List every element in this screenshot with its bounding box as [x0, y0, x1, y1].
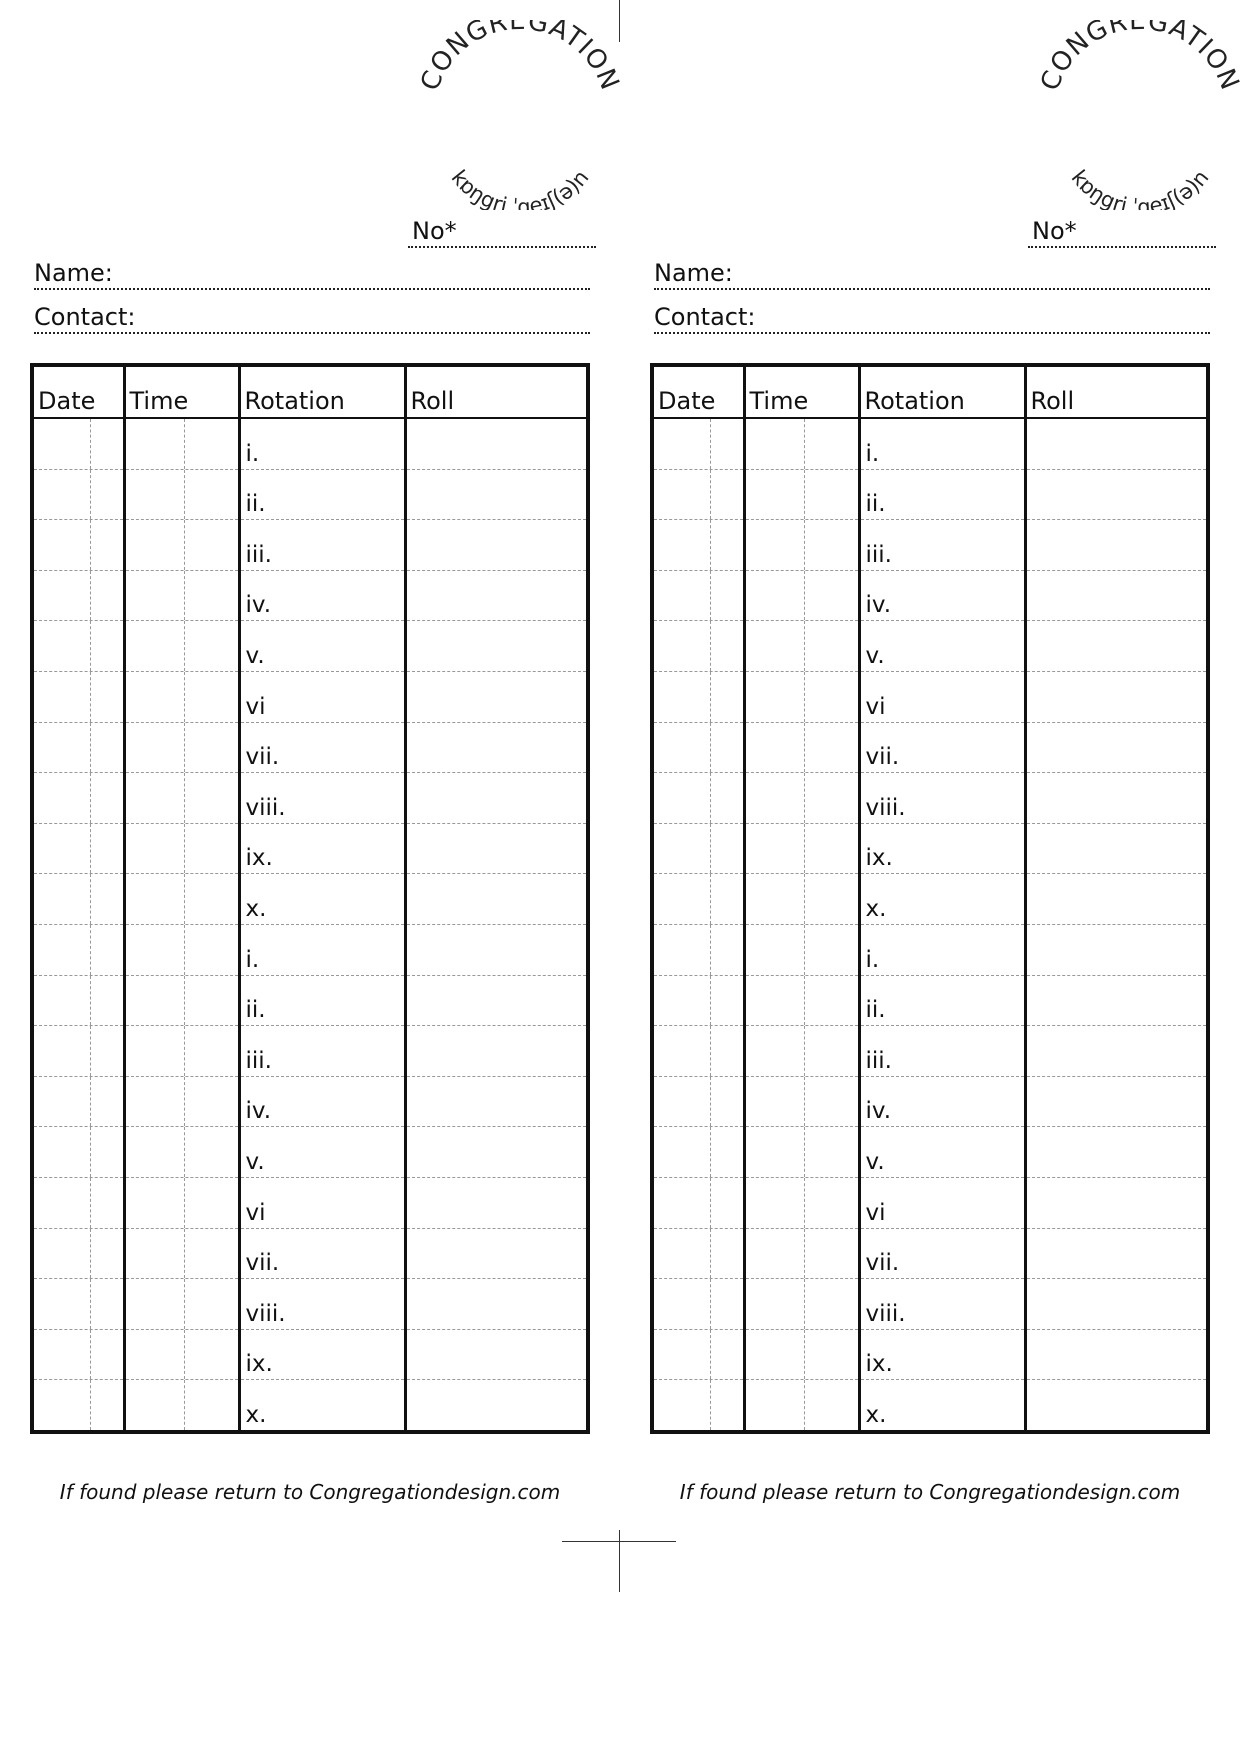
time-cell[interactable]: [124, 1026, 239, 1077]
rotation-cell: [859, 1127, 1025, 1178]
return-notice: If found please return to Congregationdesign.com: [59, 1480, 561, 1504]
date-cell[interactable]: [32, 1380, 124, 1432]
table-row: [652, 1380, 1208, 1432]
rotation-cell: [859, 1076, 1025, 1127]
log-card-right: [650, 0, 1245, 1560]
rotation-cell: [859, 1279, 1025, 1330]
roll-cell[interactable]: [405, 924, 588, 975]
rotation-label: viii.: [865, 1300, 906, 1327]
log-card-left: [30, 0, 625, 1560]
contact-label: Contact:: [34, 303, 136, 331]
rotation-label: v.: [245, 642, 265, 669]
time-cell[interactable]: [744, 975, 859, 1026]
rotation-cell: [239, 418, 405, 469]
date-cell[interactable]: [32, 722, 124, 773]
roll-cell[interactable]: [1025, 722, 1208, 773]
time-cell[interactable]: [744, 469, 859, 520]
rotation-label: iii.: [865, 541, 892, 568]
table-row: [32, 469, 588, 520]
date-cell[interactable]: [652, 469, 744, 520]
rotation-label: vi: [245, 693, 266, 720]
time-cell[interactable]: [124, 1228, 239, 1279]
roll-cell[interactable]: [1025, 924, 1208, 975]
rotation-cell: [239, 621, 405, 672]
table-row: [32, 1026, 588, 1077]
rotation-cell: [859, 520, 1025, 571]
roll-cell[interactable]: [405, 621, 588, 672]
date-cell[interactable]: [32, 1127, 124, 1178]
date-cell[interactable]: [32, 418, 124, 469]
roll-cell[interactable]: [1025, 1026, 1208, 1077]
time-cell[interactable]: [124, 671, 239, 722]
date-cell[interactable]: [32, 1228, 124, 1279]
date-cell[interactable]: [32, 874, 124, 925]
time-cell[interactable]: [744, 1177, 859, 1228]
roll-cell[interactable]: [1025, 874, 1208, 925]
number-field[interactable]: [1028, 216, 1216, 248]
table-row: [652, 570, 1208, 621]
roll-cell[interactable]: [1025, 469, 1208, 520]
date-cell[interactable]: [652, 1127, 744, 1178]
rotation-label: vi: [245, 1199, 266, 1226]
rotation-cell: [859, 1228, 1025, 1279]
roll-cell[interactable]: [1025, 671, 1208, 722]
rotation-label: x.: [865, 895, 887, 922]
table-row: [32, 924, 588, 975]
rotation-cell: [239, 823, 405, 874]
date-cell[interactable]: [32, 469, 124, 520]
time-cell[interactable]: [744, 924, 859, 975]
time-cell[interactable]: [124, 773, 239, 824]
rotation-label: v.: [865, 642, 885, 669]
rotation-cell: [859, 874, 1025, 925]
time-cell[interactable]: [124, 621, 239, 672]
time-cell[interactable]: [124, 722, 239, 773]
rotation-label: ix.: [245, 1351, 273, 1378]
roll-cell[interactable]: [1025, 520, 1208, 571]
rotation-label: ii.: [865, 491, 886, 518]
rotation-label: v.: [245, 1148, 265, 1175]
logo-brand-text: CONGREGATION: [1035, 20, 1245, 95]
table-row: [652, 1076, 1208, 1127]
table-row: [32, 621, 588, 672]
rotation-label: ix.: [245, 845, 273, 872]
roll-cell[interactable]: [1025, 1380, 1208, 1432]
roll-cell[interactable]: [1025, 1177, 1208, 1228]
table-row: [652, 773, 1208, 824]
table-row: [32, 1177, 588, 1228]
rotation-label: iii.: [865, 1047, 892, 1074]
rotation-cell: [239, 924, 405, 975]
rotation-cell: [859, 570, 1025, 621]
rotation-cell: [859, 621, 1025, 672]
date-cell[interactable]: [32, 671, 124, 722]
name-label: Name:: [654, 259, 733, 287]
date-cell[interactable]: [652, 1026, 744, 1077]
roll-cell[interactable]: [1025, 823, 1208, 874]
rotation-log-table: [650, 363, 1210, 1434]
date-cell[interactable]: [32, 1076, 124, 1127]
roll-cell[interactable]: [1025, 1279, 1208, 1330]
rotation-cell: [239, 570, 405, 621]
number-label: No*: [412, 217, 457, 245]
date-cell[interactable]: [32, 823, 124, 874]
roll-cell[interactable]: [1025, 1076, 1208, 1127]
rotation-cell: [859, 671, 1025, 722]
roll-cell[interactable]: [1025, 1228, 1208, 1279]
time-cell[interactable]: [124, 975, 239, 1026]
date-cell[interactable]: [652, 722, 744, 773]
date-cell[interactable]: [32, 570, 124, 621]
table-row: [652, 722, 1208, 773]
rotation-label: vi: [865, 693, 886, 720]
roll-cell[interactable]: [1025, 621, 1208, 672]
date-cell[interactable]: [652, 520, 744, 571]
logo-brand-text: CONGREGATION: [415, 20, 625, 95]
rotation-cell: [239, 1076, 405, 1127]
roll-cell[interactable]: [405, 1177, 588, 1228]
rotation-cell: [239, 722, 405, 773]
date-cell[interactable]: [32, 975, 124, 1026]
table-row: [32, 722, 588, 773]
table-row: [32, 1380, 588, 1432]
roll-cell[interactable]: [405, 671, 588, 722]
roll-cell[interactable]: [1025, 1127, 1208, 1178]
rotation-cell: [859, 1329, 1025, 1380]
logo-phonetic-text: kɒŋgri ˈgeɪʃ(ə)n: [1066, 165, 1214, 210]
roll-cell[interactable]: [405, 570, 588, 621]
date-cell[interactable]: [32, 1026, 124, 1077]
rotation-label: ix.: [865, 845, 893, 872]
rotation-label: iii.: [245, 541, 272, 568]
time-cell[interactable]: [744, 671, 859, 722]
rotation-cell: [859, 924, 1025, 975]
rotation-cell: [859, 469, 1025, 520]
time-cell[interactable]: [744, 1329, 859, 1380]
table-row: [32, 823, 588, 874]
table-row: [652, 520, 1208, 571]
header-rotation: Rotation: [239, 365, 405, 418]
date-cell[interactable]: [652, 570, 744, 621]
roll-cell[interactable]: [405, 722, 588, 773]
congregation-logo: [1030, 20, 1250, 210]
date-cell[interactable]: [652, 1329, 744, 1380]
date-cell[interactable]: [652, 671, 744, 722]
roll-cell[interactable]: [405, 1026, 588, 1077]
rotation-label: v.: [865, 1148, 885, 1175]
roll-cell[interactable]: [405, 1380, 588, 1432]
roll-cell[interactable]: [405, 773, 588, 824]
table-row: [652, 1279, 1208, 1330]
time-cell[interactable]: [744, 773, 859, 824]
date-cell[interactable]: [652, 773, 744, 824]
date-cell[interactable]: [32, 1279, 124, 1330]
header-time: Time: [124, 365, 239, 418]
table-row: [652, 469, 1208, 520]
table-row: [32, 975, 588, 1026]
roll-cell[interactable]: [1025, 1329, 1208, 1380]
date-cell[interactable]: [652, 823, 744, 874]
rotation-label: i.: [245, 440, 260, 467]
table-header-row: [32, 365, 588, 418]
rotation-cell: [859, 773, 1025, 824]
time-cell[interactable]: [124, 570, 239, 621]
table-row: [652, 621, 1208, 672]
table-row: [32, 773, 588, 824]
table-row: [652, 1026, 1208, 1077]
time-cell[interactable]: [124, 1329, 239, 1380]
rotation-label: ii.: [865, 997, 886, 1024]
table-row: [32, 1228, 588, 1279]
time-cell[interactable]: [744, 823, 859, 874]
rotation-label: vii.: [245, 1250, 280, 1277]
time-cell[interactable]: [744, 1026, 859, 1077]
table-row: [32, 520, 588, 571]
time-cell[interactable]: [744, 418, 859, 469]
roll-cell[interactable]: [405, 1076, 588, 1127]
rotation-cell: [239, 520, 405, 571]
rotation-label: iv.: [865, 1098, 892, 1125]
rotation-cell: [859, 722, 1025, 773]
roll-cell[interactable]: [405, 520, 588, 571]
contact-label: Contact:: [654, 303, 756, 331]
rotation-label: vii.: [865, 1250, 900, 1277]
time-cell[interactable]: [744, 1380, 859, 1432]
time-cell[interactable]: [744, 874, 859, 925]
rotation-cell: [859, 1177, 1025, 1228]
rotation-cell: [859, 1380, 1025, 1432]
rotation-label: iv.: [865, 592, 892, 619]
rotation-cell: [239, 1380, 405, 1432]
table-row: [32, 1329, 588, 1380]
time-cell[interactable]: [744, 1076, 859, 1127]
time-cell[interactable]: [124, 874, 239, 925]
date-cell[interactable]: [652, 1380, 744, 1432]
time-cell[interactable]: [124, 823, 239, 874]
roll-cell[interactable]: [405, 874, 588, 925]
date-cell[interactable]: [652, 975, 744, 1026]
rotation-label: vi: [865, 1199, 886, 1226]
date-cell[interactable]: [32, 520, 124, 571]
roll-cell[interactable]: [1025, 975, 1208, 1026]
rotation-label: iv.: [245, 592, 272, 619]
table-row: [652, 874, 1208, 925]
time-cell[interactable]: [124, 1076, 239, 1127]
table-row: [32, 671, 588, 722]
rotation-cell: [239, 469, 405, 520]
rotation-cell: [859, 418, 1025, 469]
header-date: Date: [652, 365, 744, 418]
time-cell[interactable]: [744, 1279, 859, 1330]
time-cell[interactable]: [124, 520, 239, 571]
return-notice: If found please return to Congregationdesign.com: [679, 1480, 1181, 1504]
rotation-cell: [239, 1279, 405, 1330]
rotation-cell: [239, 1127, 405, 1178]
rotation-cell: [239, 1228, 405, 1279]
header-date: Date: [32, 365, 124, 418]
rotation-cell: [859, 975, 1025, 1026]
table-row: [32, 1076, 588, 1127]
time-cell[interactable]: [124, 418, 239, 469]
rotation-cell: [859, 823, 1025, 874]
time-cell[interactable]: [744, 722, 859, 773]
date-cell[interactable]: [652, 924, 744, 975]
time-cell[interactable]: [124, 924, 239, 975]
roll-cell[interactable]: [405, 975, 588, 1026]
date-cell[interactable]: [32, 773, 124, 824]
rotation-label: vii.: [245, 744, 280, 771]
date-cell[interactable]: [652, 1228, 744, 1279]
table-row: [652, 671, 1208, 722]
date-cell[interactable]: [32, 1329, 124, 1380]
header-rotation: Rotation: [859, 365, 1025, 418]
table-row: [652, 418, 1208, 469]
rotation-cell: [239, 671, 405, 722]
date-cell[interactable]: [32, 924, 124, 975]
date-cell[interactable]: [652, 418, 744, 469]
table-row: [32, 1279, 588, 1330]
name-field[interactable]: [654, 258, 1210, 290]
rotation-cell: [859, 1026, 1025, 1077]
name-field[interactable]: [34, 258, 590, 290]
date-cell[interactable]: [652, 874, 744, 925]
time-cell[interactable]: [124, 1127, 239, 1178]
table-row: [652, 924, 1208, 975]
rotation-label: ii.: [245, 491, 266, 518]
rotation-label: i.: [865, 946, 880, 973]
table-row: [652, 1177, 1208, 1228]
date-cell[interactable]: [652, 1177, 744, 1228]
roll-cell[interactable]: [1025, 418, 1208, 469]
roll-cell[interactable]: [1025, 773, 1208, 824]
date-cell[interactable]: [652, 621, 744, 672]
table-row: [32, 570, 588, 621]
rotation-label: viii.: [245, 794, 286, 821]
header-time: Time: [744, 365, 859, 418]
rotation-label: i.: [245, 946, 260, 973]
rotation-label: i.: [865, 440, 880, 467]
rotation-label: ix.: [865, 1351, 893, 1378]
table-row: [652, 1228, 1208, 1279]
rotation-label: ii.: [245, 997, 266, 1024]
crop-mark-bottom-vertical: [619, 1530, 620, 1592]
number-field[interactable]: [408, 216, 596, 248]
roll-cell[interactable]: [405, 1329, 588, 1380]
rotation-label: x.: [865, 1401, 887, 1428]
rotation-cell: [239, 1026, 405, 1077]
rotation-cell: [239, 874, 405, 925]
time-cell[interactable]: [744, 1127, 859, 1178]
roll-cell[interactable]: [1025, 570, 1208, 621]
rotation-label: x.: [245, 895, 267, 922]
rotation-cell: [239, 773, 405, 824]
table-row: [32, 418, 588, 469]
time-cell[interactable]: [124, 469, 239, 520]
roll-cell[interactable]: [405, 1127, 588, 1178]
time-cell[interactable]: [744, 520, 859, 571]
date-cell[interactable]: [652, 1279, 744, 1330]
time-cell[interactable]: [124, 1279, 239, 1330]
contact-field[interactable]: [34, 302, 590, 334]
table-header-row: [652, 365, 1208, 418]
name-label: Name:: [34, 259, 113, 287]
roll-cell[interactable]: [405, 418, 588, 469]
time-cell[interactable]: [124, 1380, 239, 1432]
table-row: [652, 823, 1208, 874]
time-cell[interactable]: [744, 570, 859, 621]
rotation-label: viii.: [245, 1300, 286, 1327]
rotation-cell: [239, 1329, 405, 1380]
date-cell[interactable]: [32, 621, 124, 672]
number-label: No*: [1032, 217, 1077, 245]
rotation-label: iv.: [245, 1098, 272, 1125]
rotation-cell: [239, 975, 405, 1026]
rotation-label: iii.: [245, 1047, 272, 1074]
rotation-label: vii.: [865, 744, 900, 771]
table-row: [652, 975, 1208, 1026]
rotation-cell: [239, 1177, 405, 1228]
roll-cell[interactable]: [405, 1279, 588, 1330]
roll-cell[interactable]: [405, 823, 588, 874]
table-row: [32, 1127, 588, 1178]
time-cell[interactable]: [124, 1177, 239, 1228]
roll-cell[interactable]: [405, 469, 588, 520]
time-cell[interactable]: [744, 1228, 859, 1279]
header-roll: Roll: [405, 365, 588, 418]
table-row: [652, 1127, 1208, 1178]
table-row: [652, 1329, 1208, 1380]
contact-field[interactable]: [654, 302, 1210, 334]
rotation-label: x.: [245, 1401, 267, 1428]
time-cell[interactable]: [744, 621, 859, 672]
header-roll: Roll: [1025, 365, 1208, 418]
congregation-logo: [410, 20, 630, 210]
date-cell[interactable]: [652, 1076, 744, 1127]
date-cell[interactable]: [32, 1177, 124, 1228]
rotation-log-table: [30, 363, 590, 1434]
logo-phonetic-text: kɒŋgri ˈgeɪʃ(ə)n: [446, 165, 594, 210]
table-row: [32, 874, 588, 925]
rotation-label: viii.: [865, 794, 906, 821]
roll-cell[interactable]: [405, 1228, 588, 1279]
